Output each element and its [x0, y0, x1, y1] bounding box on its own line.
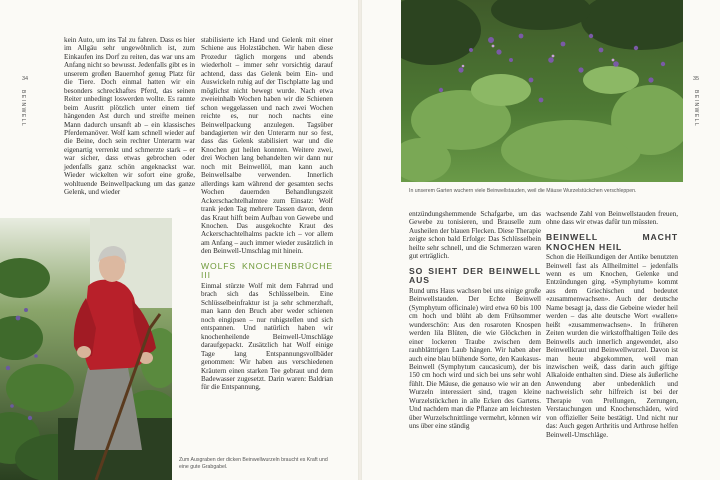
left-column-2-text: stabilisierte ich Hand und Gelenk mit einer Schiene aus Holzstäbchen. Wir haben diese Prozedur täglich morgens und abends wiederholt – immer sehr vorsichtig darauf achtend, dass das Gelenk beim Ein- und Auswickeln ruhig auf der Tischplatte lag und möglichst nicht bewegt wurde. Nach etwa zweieinhalb Wochen haben wir die Schienen schon weggelassen und nach zwei Wochen reichte es, nur noch nachts eine Beinwellpackung anzulegen. Tagsüber bandagierten wir den Unterarm nur so fest, dass das Gelenk stabilisiert war und die Knochen gut heilen konnten. Weitere zwei, drei Wochen lang behandelten wir dann nur noch mit Beinwellöl, man kann auch Beinwellsalbe verwenden. Innerlich allerdings kam während der gesamten sechs Wochen dauernden Behandlungszeit Ackerschachtelhalmtee zum Einsatz: Wolf trank jeden Tag mehrere Tassen davon, denn das Kraut hilft beim Aufbau von Gewebe und Knochen. Das ausgekochte Kraut des Ackerschachtelhalms packte ich – vor allem am Anfang – auch immer wieder zusätzlich in den Beinwell-Umschlag mit hinein. [201, 36, 333, 256]
heading-wolfs-knochenbrueche: WOLFS KNOCHENBRÜCHE III [201, 260, 333, 281]
heading-beinwell-macht-knochen-heil: BEINWELL MACHT KNOCHEN HEIL [546, 231, 678, 252]
photo-comfrey-garden [401, 0, 683, 182]
left-column-1-text: kein Auto, um ins Tal zu fahren. Dass es hier im Allgäu sehr ungewöhnlich ist, zum Einkaufen ins Dorf zu reiten, das war uns am Anfang nicht so bewusst. Jedenfalls gibt es in unserem großen Bauernhof genug Platz für die Tiere. Doch einmal hatten wir ein besonders schreckhaftes Pferd, das seinen Reiter unbedingt loswerden wollte. Es rannte beim Ausritt plötzlich unter einem tief hängenden Ast durch und streifte meinen Mann dadurch unsanft ab – ein klassisches Pferdemanöver. Wolf kam schnell wieder auf die Beine, doch sein rechter Unterarm war eigenartig verrenkt und schmerzte stark – er war sicher, dass etwas gebrochen oder jedenfalls ganz schön angeknackst war. Wieder wickelten wir sofort eine große, wohltuende Beinwellpackung um das ganze Gelenk, und wieder [64, 36, 195, 197]
heading-so-sieht-der-beinwell-aus: SO SIEHT DER BEINWELL AUS [409, 265, 541, 286]
right-column-1-text-a: entzündungshemmende Schafgarbe, um das Gewebe zu tonisieren, und Brauselle zum Ausheilen der blauen Flecken. Diese Therapie zeigte schon bald Erfolge: Das Schlüsselbein heilte sehr schnell, und die Schmerzen waren gut erträglich. [409, 210, 541, 261]
right-column-1 [409, 210, 541, 476]
right-column-2-text-b: Schon die Heilkundigen der Antike benutzten Beinwell fast als Allheilmittel – jedenfalls wenn es um Knochen, Gelenke und Entzündungen ging. «Symphytum» kommt aus dem Griechischen und bedeutet «zusammenwachsen». Auch der deutsche Name besagt ja, dass die Gebeine wieder heil werden – das alte deutsche Wort «wallen» heißt «zusammenwachsen». In früheren Zeiten wurden die wirkstoffhaltigen Teile des Beinwells auch innerlich angewendet, also Beinwellkraut und Beinwellwurzel. Davon ist man heute abgekommen, weil man inzwischen weiß, dass darin auch giftige Alkaloide enthalten sind. Diese als äußerliche Anwendung aber unbedenklich und nachweislich sehr hilfreich ist bei der Therapie von Prellungen, Zerrungen, Verstauchungen und Knochenschäden, wird von offizieller Seite bestätigt. Und nicht nur das: Auch gegen Arthritis und Arthrose helfen Beinwell-Umschläge. [546, 253, 678, 439]
running-head-left: BEINWELL [20, 90, 26, 128]
caption-right-photo: In unserem Garten wuchern viele Beinwellstauden, weil die Mäuse Wurzelstückchen verschleppen. [409, 188, 637, 194]
left-column-1 [64, 36, 195, 216]
photo-woman-digging-illustration [0, 218, 172, 480]
photo-woman-digging [0, 218, 172, 480]
right-column-2-text-a: wachsende Zahl von Beinwellstauden freuen, ohne dass wir etwas dafür tun müssten. [546, 210, 678, 227]
caption-left-photo: Zum Ausgraben der dicken Beinwellwurzeln braucht es Kraft und eine gute Grabgabel. [179, 457, 328, 470]
running-head-right: BEINWELL [693, 90, 699, 128]
left-column-2 [201, 36, 333, 476]
photo-comfrey-garden-illustration [401, 0, 683, 182]
page-number-right: 35 [693, 76, 700, 82]
left-column-2-text-b: Einmal stürzte Wolf mit dem Fahrrad und brach sich das Schlüsselbein. Eine Schlüsselbeinfraktur ist ja sehr schmerzhaft, man kann den Bruch aber weder schienen noch eingipsen – nur ruhigstellen und sich entspannen. Und natürlich haben wir knochenheilende Beinwell-Umschläge daraufgepackt. Zusätzlich hat Wolf einige Tage lang Entspannungsvollbäder genommen: Wir haben aus verschiedenen Kräutern einen starken Tee gebraut und dem Badewasser zugesetzt. Darin waren: Baldrian für die Entspannung, [201, 281, 333, 392]
right-column-1-text-b: Rund ums Haus wachsen bei uns einige große Beinwellstauden. Der Echte Beinwell (Symphytum officinale) wird etwa 60 bis 100 cm hoch und blüht ab dem Frühsommer wunderschön: Aus den rosaroten Knospen werden lila Blüten, die wie Glöckchen in einer lockeren Traube zwischen dem rauhblättrigen Laub hängen. Wir haben aber auch eine blau blühende Sorte, den Kaukasus-Beinwell (Symphytum caucasicum), der bis 150 cm hoch wird und sich bei uns sehr wohl fühlt. Die Mäuse, die genauso wie wir an den Wurzeln interessiert sind, tragen kleine Wurzelstückchen in alle Ecken des Gartens. Und nachdem man die Pflanze am leichtesten über Wurzelschnittlinge vermehrt, können wir uns über eine ständig [409, 286, 541, 431]
right-column-2 [546, 210, 678, 476]
book-gutter [358, 0, 362, 480]
page-number-left: 34 [22, 76, 29, 82]
